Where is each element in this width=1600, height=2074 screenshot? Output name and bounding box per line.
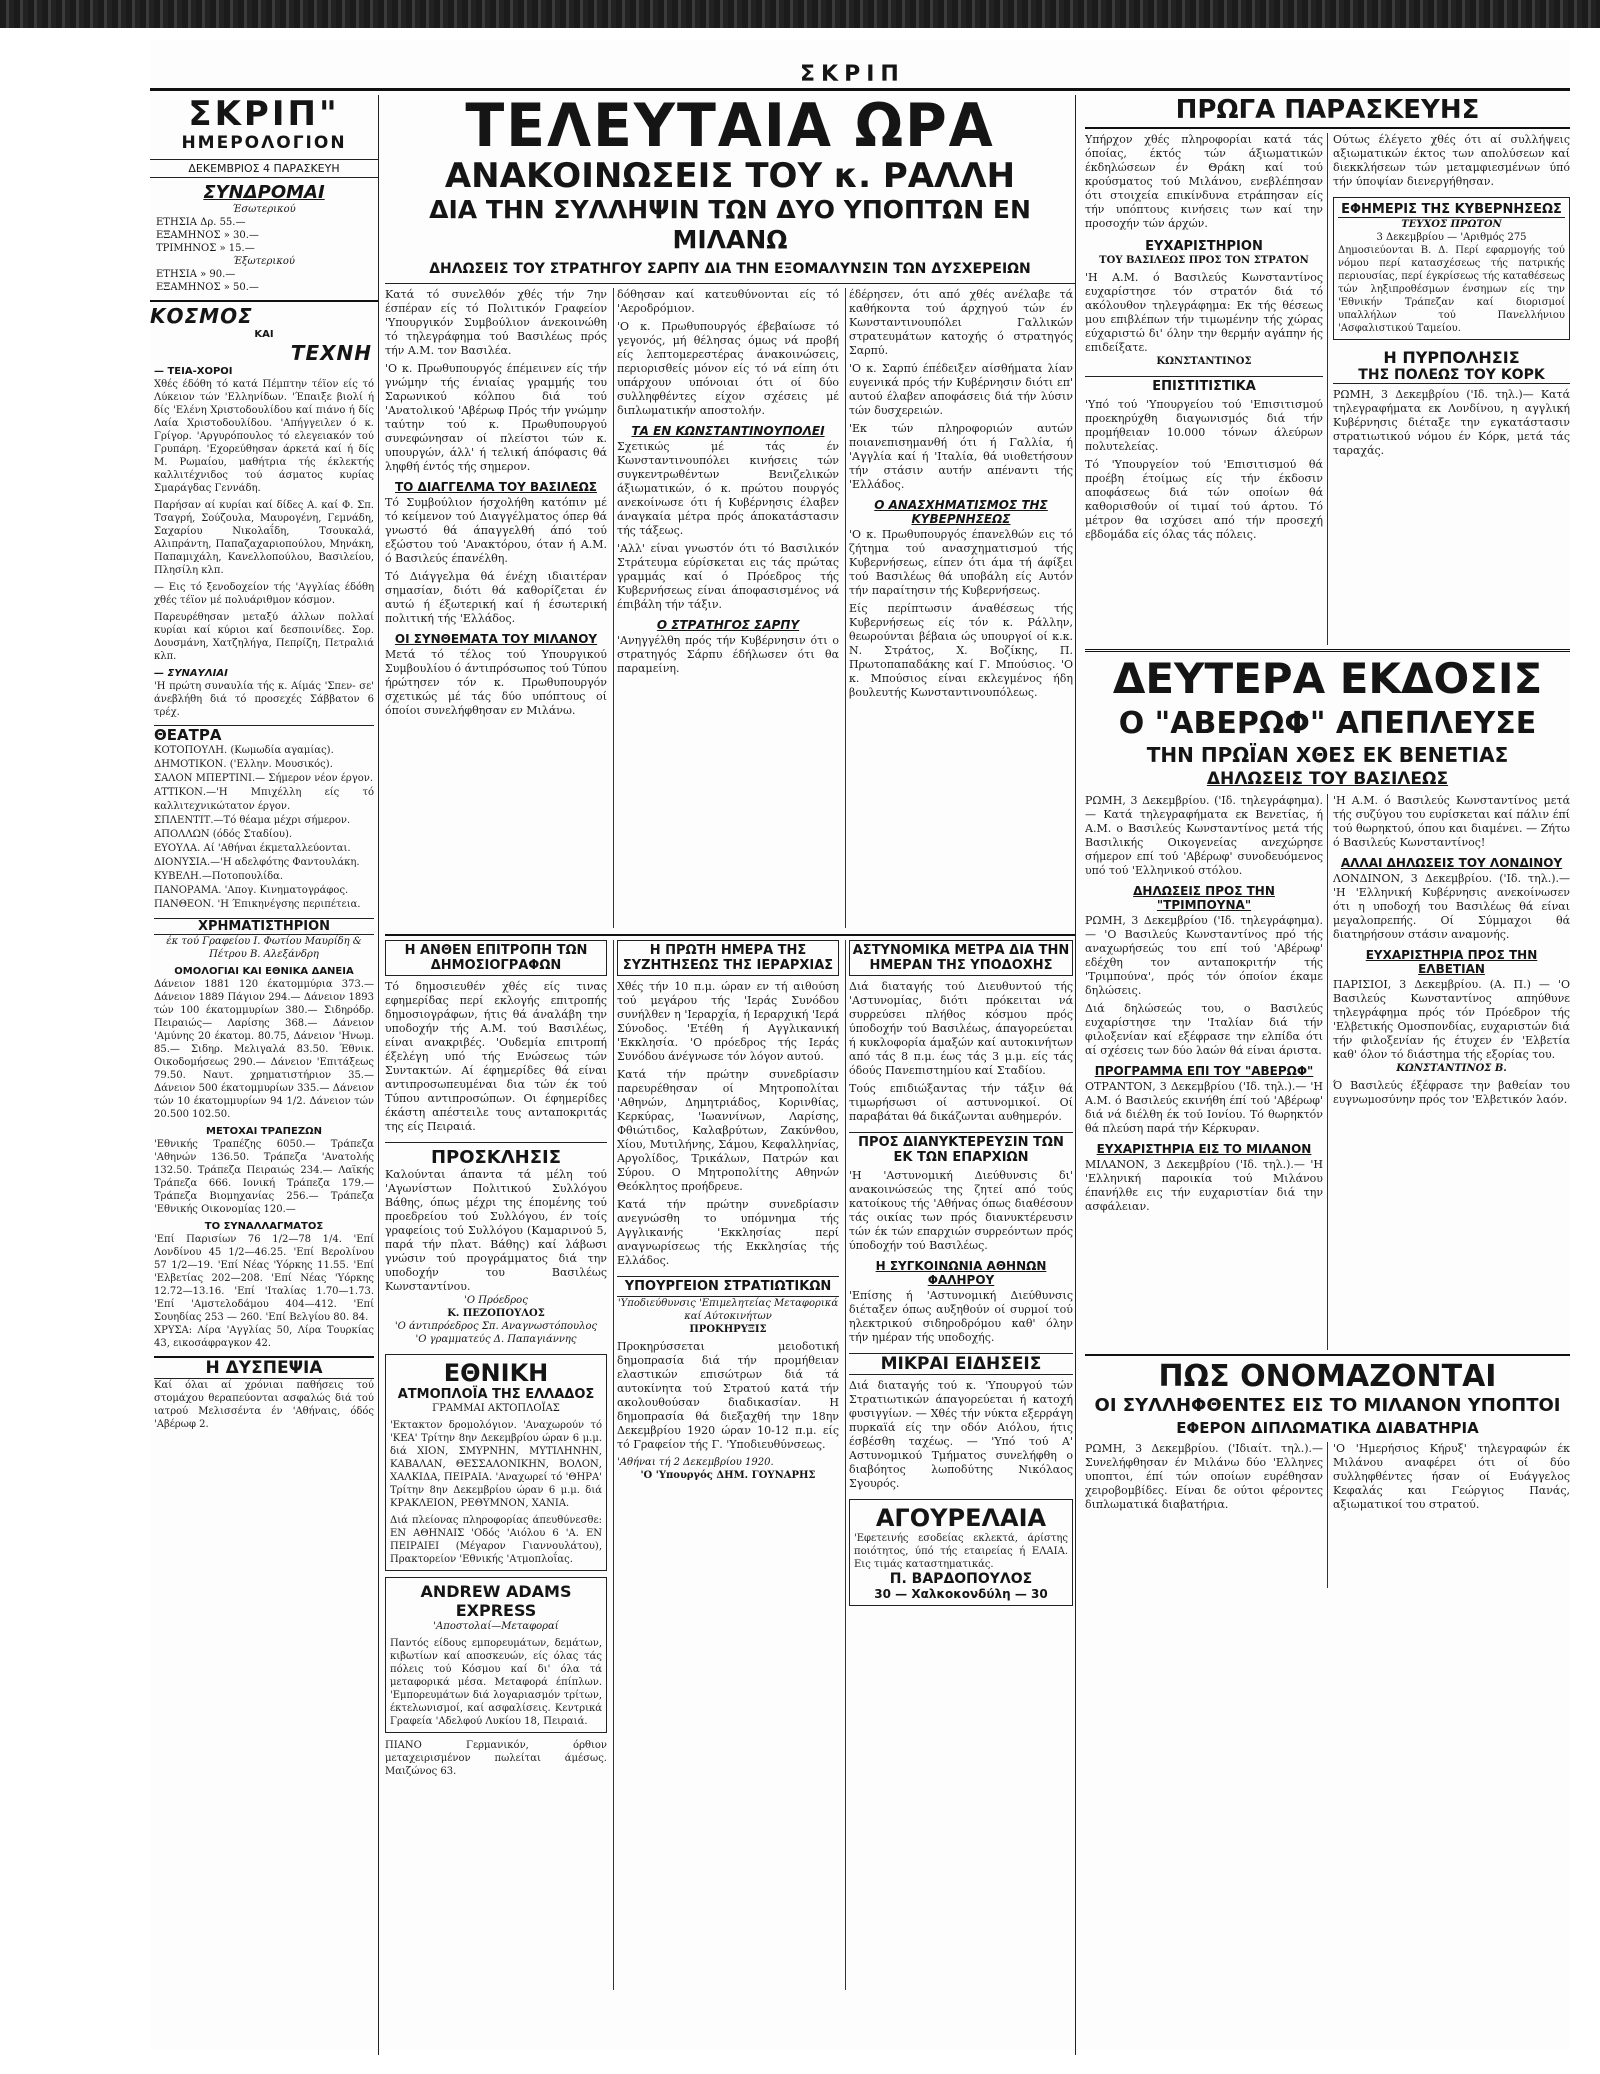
names-heading: ΠΩΣ ΟΝΟΜΑΖΟΝΤΑΙ [1158,1359,1497,1394]
theatra-item: ΠΑΝΘΕΟΝ. 'Η Έπικηνέγσης περιπέτεια. [154,899,361,910]
king-text-3: Διά δηλώσεώς του, ο Βασιλεύς ευχαρίστησε την 'Ιταλίαν διά τήν φιλοξενίαν καί εξέφρασε την ελπίδα ότι αί σχέσεις των δύο λαών θά είναι άριστα. [1085,1002,1323,1057]
right-p1b: Ούτως έλέγετο χθές ότι αί συλλήψεις αξιωματικών έκτος των απολύσεων καί διεκκλήσεων τών μεταμφιεσμένων ύπό τήν ύποψίαν διενεργήθησαν. [1333,133,1570,188]
newspaper-page [150,40,1570,2050]
fire-heading: Η ΠΥΡΠΟΛΗΣΙΣ [1383,348,1520,367]
article-p12: 'Ο κ. Σαρπύ έπέδειξεν αίσθήματα λίαν ευγενικά πρός τήν Κυβέρνησιν διότι επ' αυτού έλαβεν αποφάσεις διά τήν λύσιν τών δυσχερειών. [849,362,1073,417]
subs-row: ΕΤΗΣΙΑ » 90.— [156,269,236,280]
averof-sub-2: ΔΗΛΩΣΕΙΣ ΤΟΥ ΒΑΣΙΛΕΩΣ [1206,769,1449,789]
supply-text-2: Τό 'Υπουργείον τού 'Επισιτισμού θά προέβη έτοίμως είς τήν έκδοσιν αποφάσεως διά τών οποίων θά καθορισθούν οί τιμαί τού άρτου. Τό μέτρον θα ισχύσει από τήν προσεχή εβδομάδα είς όλας τάς πόλεις. [1085,458,1323,541]
theatra-item: ΔΙΟΝΥΣΙΑ.—'Η αδελφότης Φαντουλάκη. [154,857,360,868]
names-text-1: ΡΩΜΗ, 3 Δεκεμβρίου. ('Ιδιαίτ. τηλ.).— Συνελήφθησαν έν Μιλάνω δύο 'Ελληνες υποπτοι, έπί τών οποίων ευρέθησαν χειροβομβίδες. Είναι δε ούτοι φέροντες διπλωματικά διαβατήρια. [1085,1442,1328,1588]
king-text-9: Ό Βασιλεύς έξέφρασε την βαθείαν του ευγνωμοσύνην πρός τον 'Ελβετικόν λαόν. [1333,1079,1570,1106]
article-p10: 'Ανηγγέλθη πρός τήν Κυβέρνησιν ότι ο στρατηγός Σάρπυ έδήλωσεν ότι θα παραμείνη. [617,634,839,675]
thanks-sig: ΚΩΝΣΤΑΝΤΙΝΟΣ [1156,356,1252,367]
hierarchy-heading: Η ΠΡΩΤΗ ΗΜΕΡΑ ΤΗΣ ΣΥΖΗΤΗΣΕΩΣ ΤΗΣ ΙΕΡΑΡΧΙΑΣ [617,940,839,976]
right-col-a [1085,133,1328,645]
brief-news-text: Διά διαταγής τού κ. 'Υπουργού τών Στρατιωτικών άπαγορεύεται ή κατοχή φυσιγγίων. — Χθές τήν νύκτα εξερράγη πυρκαϊά είς την οδόν Αιόλου, ήτις έσβέσθη ταχέως. — 'Υπό τού Α' Αστυνομικού Τμήματος συνελήφθη ο διαβόητος λωποδύτης Νικόλαος Σγουρός. [849,1379,1073,1490]
theatra-item: ΑΤΤΙΚΟΝ.—'Η Μπιχέλλη είς τό καλλιτεχνικώτατον έργον. [154,787,374,812]
subscriptions-heading: ΣΥΝΔΡΟΜΑΙ [203,182,325,203]
adams-ad-text: Παντός είδους εμπορευμάτων, δεμάτων, κιβωτίων καί αποσκευών, είς όλας τάς πόλεις τού Κόσμου καί δι' όλα τά μεταφορικά μέσα. Μεταφορά έπίπλων. 'Εμπορευμάτων διά λογαριασμόν τρίτων, έκτελωνισμοί, καί ασφαλίσεις. Κεντρικά Γραφεία 'Αδελφού Λυκίου 18, Πειραιά. [390,1638,602,1727]
article-col-3 [849,288,1073,928]
olive-oil-ad-title: ΑΓΟΥΡΕΛΑΙΑ [875,1504,1047,1532]
fire-text: ΡΩΜΗ, 3 Δεκεμβρίου ('Ιδ. τηλ.)— Κατά τηλεγραφήματα εκ Λονδίνου, η αγγλική Κυβέρνησις διέταξε την εγκατάστασιν στρατιωτικού νόμου έν Κόρκ, μετά τάς ταραχάς. [1333,388,1570,457]
article-p8: Σχετικώς μέ τάς έν Κωνσταντινουπόλει κινήσεις τών συγκεντρωθέντων Βενιζελικών άξιωματικών, ό κ. πρώτου πουργός ανεκοίνωσε ότι ή Κυβέρνησις έλαβεν άναγκαία μέτρα πρός άποκατάστασιν τής τάξεως. [617,440,839,537]
lower-col-2 [617,940,846,1990]
ethniki-ad-sub: ΑΤΜΟΠΛΟΪΑ ΤΗΣ ΕΛΛΑΔΟΣ [397,1387,595,1402]
king-text-4: ΟΤΡΑΝΤΟΝ, 3 Δεκεμβρίου ('Ιδ. τηλ.).— 'Η Α.Μ. ό Βασιλεύς εκινήθη έπί τού 'Αβέρωφ' διά νά διέλθη έκ τού Ιονίου. Τό θωρηκτόν θά πλεύση παρά τήν Κέρκυραν. [1085,1080,1323,1135]
article-p1: Κατά τό συνελθόν χθές τήν 7ην έσπέραν είς τό Πολιτικόν Γραφείον 'Υπουργικόν Συμβούλιον άνεκοινώθη τό τηλεγράφημα τού Βασιλέως πρός τήν Α.Μ. τον Βασιλέα. [385,288,607,357]
hierarchy-text-3: Κατά τήν πρώτην συνεδρίασιν ανεγνώσθη το υπόμνημα τής Αγγλικανής 'Εκκλησίας περί αναγνωρίσεως τής Εκκλησίας τής Ελλάδος. [617,1198,839,1267]
program-heading: ΠΡΟΓΡΑΜΜΑ ΕΠΙ ΤΟΥ "ΑΒΕΡΩΦ" [1094,1064,1314,1078]
left-title: ΣΚΡΙΠ" [188,95,340,134]
lodging-text: 'Η 'Αστυνομική Διεύθυνσις δι' ανακοινώσεώς της ζητεί από τούς κατοίκους τής 'Αθήνας όπως διαθέσουν τάς οικίας των πρός διανυκτέρευσιν τών έκ τών επαρχιών συρρεόντων πρός ύποδοχήν τού Βασιλέως. [849,1169,1073,1252]
supply-heading: ΕΠΙΣΤΙΤΙΣΤΙΚΑ [1085,376,1323,394]
article-col-2 [617,288,846,928]
tsai-heading: — ΤΕΙΑ-ΧΟΡΟΙ [154,366,233,377]
metoxai-text: 'Εθνικής Τραπέζης 6050.— Τράπεζα 'Αθηνών 136.50. Τράπεζα 'Ανατολής 132.50. Τράπεζα Πειραιώς 234.— Λαϊκής Τράπεζα 666. Ιονική Τράπεζα 179.— Τράπεζα Βιομηχανίας 256.— Τράπεζα 'Εθνικής Οικονομίας 120.— [154,1139,374,1215]
lodging-heading: ΠΡΟΣ ΔΙΑΝΥΚΤΕΡΕΥΣΙΝ ΤΩΝ ΕΚ ΤΩΝ ΕΠΑΡΧΙΩΝ [849,1132,1073,1165]
invitation-sig-2: Κ. ΠΕΖΟΠΟΥΛΟΣ [447,1308,545,1319]
king-col-a [1085,794,1328,1350]
military-sig: 'Ο 'Υπουργός ΔΗΜ. ΓΟΥΝΑΡΗΣ [640,1470,816,1481]
lower-col-1 [385,940,614,1990]
tsai-text: Χθές έδόθη τό κατά Πέμπτην τέϊον είς τό Λύκειον τών 'Ελληνίδων. 'Έπαιξε βιολί ή δίς 'Ελένη Χριστοδουλίδου καί πιάνο ή δίς Λαία Χριστοδουλίδου. 'Απήγγειλεν ό κ. Γρίγορ. 'Αργυρόπουλος τό ελεγειακόν τού Γρυπάρη. 'Εχορεύθησαν άρκετά καί ή δίς Μ. Ρωμαίου, μαθήτρια τής έκλεκτής καλλιτέχνιδος τού άσματος κυρίας Σμαράγδας Γεννάδη. [154,379,374,494]
king-text-1: ΡΩΜΗ, 3 Δεκεμβρίου. ('Ιδ. τηλεγράφημα).— Κατά τηλεγραφήματα εκ Βενετίας, ή Α.Μ. ο Βασιλεύς Κωνσταντίνος μετά τής Βασιλικής Οικογενείας ανεχώρησε σήμερον επί τού 'Αβέρωφ' συνοδευόμενος υπό τού 'Ελληνικού στόλου. [1085,794,1323,877]
averof-heading: Ο "ΑΒΕΡΩΦ" ΑΠΕΠΛΕΥΣΕ [1118,706,1537,741]
military-text: Προκηρύσσεται μειοδοτική δημοπρασία διά τήν προμήθειαν ελαστικών επισώτρων διά τά αυτοκίνητα τού Στρατού κατά τήν ακολουθούσαν διαδικασίαν. Η δημοπρασία θά διεξαχθή την 18ην Δεκεμβρίου 1920 ώραν 10-12 π.μ. είς τό Γραφείον τής Γ. 'Υποδιευθύνσεως. [617,1340,839,1451]
article-p15: Είς περίπτωσιν άναθέσεως τής Κυβερνήσεως είς τόν κ. Ράλλην, θεωρούνται βέβαια ώς υπουργοί οί κ.κ. Ν. Στράτος, Χ. Βοζίκης, Π. Πρωτοπαπαδάκης καί Γ. Μπούσιος. 'Ο κ. Μπούσιος είναι εκλεγμένος ήδη βουλευτής Κωνσταντινουπόλεως. [849,602,1073,699]
synavliai-text: 'Η πρώτη συναυλία τής κ. Αίμάς 'Σπεν- σε' άνεβλήθη διά τό προσεχές Σάββατον 6 τρέχ. [154,681,374,718]
synallagma-text: 'Επί Παρισίων 76 1/2—78 1/4. 'Επί Λονδίνου 45 1/2—46.25. 'Επί Βερολίνου 57 1/2—19. 'Επί Νέας 'Υόρκης 11.55. 'Επί 'Ελβετίας 202—208. 'Επί Νέας 'Υόρκης 12.72—13.16. 'Επί 'Ιταλίας 1.70—1.73. 'Επί 'Αμστελοδάμου 404—412. 'Επί Σουηδίας 253 — 260. 'Επί Βελγίου 80. 84. [154,1234,374,1323]
invitation-heading: ΠΡΟΣΚΛΗΣΙΣ [385,1142,607,1168]
olive-oil-ad-sig: Π. ΒΑΡΔΟΠΟΥΛΟΣ [889,1571,1033,1587]
adams-ad-sub: 'Αποστολαί—Μεταφοραί [433,1621,559,1632]
committee-heading: Η ΑΝΘΕΝ ΕΠΙΤΡΟΠΗ ΤΩΝ ΔΗΜΟΣΙΟΓΡΑΦΩΝ [385,940,607,976]
masthead-title: ΣΚΡΙΠ [790,62,915,87]
theatra-list [154,744,374,912]
adams-ad-title: ANDREW ADAMS EXPRESS [420,1582,572,1620]
gazette-sub: ΤΕΥΧΟΣ ΠΡΩΤΟΝ [1401,219,1502,230]
names-sub: ΟΙ ΣΥΛΛΗΦΘΕΝΤΕΣ ΕΙΣ ΤΟ ΜΙΛΑΝΟΝ ΥΠΟΠΤΟΙ [1094,1395,1561,1416]
police-heading: ΑΣΤΥΝΟΜΙΚΑ ΜΕΤΡΑ ΔΙΑ ΤΗΝ ΗΜΕΡΑΝ ΤΗΣ ΥΠΟΔΟΧΗΣ [849,940,1073,976]
headline-3: ΔΗΛΩΣΕΙΣ ΤΟΥ ΣΤΡΑΤΗΓΟΥ ΣΑΡΠΥ ΔΙΑ ΤΗΝ ΕΞΟΜΑΛΥΝΣΙΝ ΤΩΝ ΔΥΣΧΕΡΕΙΩΝ [429,261,1031,277]
masthead-rule [150,62,1570,91]
article-subhead-5: Ο ΑΝΑΣΧΗΜΑΤΙΣΜΟΣ ΤΗΣ ΚΥΒΕΡΝΗΣΕΩΣ [874,498,1048,526]
king-text-8: ΠΑΡΙΣΙΟΙ, 3 Δεκεμβρίου. (Α. Π.) — 'Ο Βασιλεύς Κωνσταντίνος απηύθυνε τηλεγράφημα πρός τόν Πρόεδρον τής 'Ελβετικής Ομοσπονδίας, ευχαριστών διά τήν φιλοξενίαν ής έτυχεν έν 'Ελβετία καθ' όλον τό διάστημα τής εξορίας του. [1333,978,1570,1061]
tsai-text-2: Παρήσαν αί κυρίαι καί δίδες Α. καί Φ. Σπ. Τσαγρή, Σούζουλα, Μαυρογένη, Γεμνάδη, Σαχαρίου Νικολαΐδη, Τσουκαλά, Αλιπράντη, Παπαζαχαριοπούλου, Μηνάκη, Παπαμιχάλη, Κανελλοπούλου, Βασιλείου, Πλησίλη κλπ. [154,500,374,576]
tsai-text-4: Παρευρέθησαν μεταξύ άλλων πολλαί κυρίαι καί κύριοι καί δεσποινίδες. Σορ. Δουσμάνη, Χατζηλήγα, Πεπρίζη, Πετραλιά κλπ. [154,612,374,662]
article-p14: 'Ο κ. Πρωθυπουργός έπανελθών εις τό ζήτημα τού ανασχηματισμού τής Κυβερνήσεως, είπεν ότι άμα τή άφίξει τού Βασιλέως θά υποβάλη είς Αυτόν τήν παραίτησιν τής Κυβερνήσεως. [849,528,1073,597]
hierarchy-text: Χθές τήν 10 π.μ. ώραν εν τή αιθούση τού μεγάρου τής 'Ιεράς Συνόδου συνήλθεν η 'Ιεραρχία, ή Ιεραρχική 'Ιερά Σύνοδος. 'Ετέθη ή Αγγλικανική 'Εκκλησία. 'Ο πρόεδρος τής Ιεράς Συνόδου άνέγνωσε τόν λόγον αυτού. [617,980,839,1063]
subs-domestic: Έσωτερικού [232,204,296,215]
headline-1: ΑΝΑΚΟΙΝΩΣΕΙΣ ΤΟΥ κ. ΡΑΛΛΗ [444,156,1016,196]
tribuna-heading: ΔΗΛΩΣΕΙΣ ΠΡΟΣ ΤΗΝ "ΤΡΙΜΠΟΥΝΑ" [1133,884,1275,912]
ethniki-ad-title: ΕΘΝΙΚΗ [443,1359,549,1387]
xrimatist-sub: έκ τού Γραφείου Ι. Φωτίου Μαυρίδη & Πέτρου Β. Αλεξάνδρη [166,936,362,960]
article-p2: 'Ο κ. Πρωθυπουργός έπέμεινεν είς τήν γνώμην τής ένιαίας γραμμής του Σαρωνικού κόλπου διά τού 'Ανατολικού 'Αβέρωφ Πρός τήν γνώμην ταύτην τού κ. Πρωθυπουργού συνεφώνησαν οί πλείστοι τών κ. υπουργών, άλλ' ή τελική άπόφασις θά ληφθή έντός τής σημερον. [385,362,607,473]
article-p7: 'Ο κ. Πρωθυπουργός έβεβαίωσε τό γεγονός, μή θέλησας όμως νά προβή είς λεπτομερεστέρας άνακοινώσεις, περιορισθείς μόνον είς τό νά είπη ότι υπάρχουν υπόνοιαι ότι οί δύο συλληφθέντες είχον σχέσεις μέ διπλωματικήν αποστολήν. [617,320,839,417]
subs-rows [150,216,378,294]
fire-sub: ΤΗΣ ΠΟΛΕΩΣ ΤΟΥ ΚΟΡΚ [1333,367,1570,384]
banner-title: ΤΕΛΕΥΤΑΙΑ ΩΡΑ [465,95,995,161]
military-sub-2: ΠΡΟΚΗΡΥΞΙΣ [689,1324,767,1335]
theatra-item: ΕΥΟΥΛΑ. Αί 'Αθήναι έκμεταλλεύονται. [154,843,351,854]
left-date: ΔΕΚΕΜΒΡΙΟΣ 4 ΠΑΡΑΣΚΕΥΗ [150,159,378,178]
theatra-item: ΚΟΤΟΠΟΥΛΗ. (Κωμωδία αγαμίας). [154,745,334,756]
king-text-6: 'Η Α.Μ. ό Βασιλεύς Κωνσταντίνος μετά τής συζύγου του ευρίσκεται καί πάλιν έπί τού θωρηκτού, όπου και διαμένει. — Ζήτω ό Βασιλεύς Κωνσταντίνος! [1333,794,1570,849]
invitation-sig-4: 'Ο γραμματεύς Δ. Παπαγιάννης [415,1334,577,1345]
gazette-text: Δημοσιεύονται Β. Δ. Περί εφαρμογής τού νόμου περί κατασχέσεως τής πατρικής περιουσίας, περί έγκρίσεως τής καταθέσεως τών ληξιπροθέσμων ένσημων είς την 'Εθνικήν Τράπεζαν καί διορισμοί υπαλλήλων τού Πανελλήνιου 'Ασφαλιστικού Ταμείου. [1338,245,1565,334]
theatra-item: ΣΠΛΕΝΤΙΤ.—Τό θέαμα μέχρι σήμερον. [154,815,351,826]
names-sub-2: ΕΦΕΡΟΝ ΔΙΠΛΩΜΑΤΙΚΑ ΔΙΑΒΑΤΗΡΙΑ [1176,1419,1479,1437]
supply-text: 'Υπό τού 'Υπουργείου τού 'Επισιτισμού προεκηρύχθη διαγωνισμός διά τήν προμήθειαν 10.000 τόνων άλεύρων πολυτελείας. [1085,398,1323,453]
king-text-7: ΛΟΝΔΙΝΟΝ, 3 Δεκεμβρίου. ('Ιδ. τηλ.).— 'Η 'Ελληνική Κυβέρνησις ανεκοίνωσεν ότι η υποδοχή του Βασιλέως θά είναι μεγαλοπρεπής. Οί Σύμμαχοι θά διατηρήσουν στάσιν αναμονής. [1333,872,1570,941]
omologiai-heading: ΟΜΟΛΟΓΙΑΙ ΚΑΙ ΕΘΝΙΚΑ ΔΑΝΕΙΑ [174,966,354,977]
ethniki-ad-text: 'Εκτακτον δρομολόγιον. 'Αναχωρούν τό 'ΚΕΑ' Τρίτην 8ην Δεκεμβρίου ώραν 6 μ.μ. διά ΧΙΟΝ, ΣΜΥΡΝΗΝ, ΜΥΤΙΛΗΝΗΝ, ΚΑΒΑΛΑΝ, ΘΕΣΣΑΛΟΝΙΚΗΝ, ΒΟΛΟΝ, ΧΑΛΚΙΔΑ, ΠΕΙΡΑΙΑ. 'Αναχωρεί τό 'ΘΗΡΑ' Τρίτην 8ην Δεκεμβρίου ώραν 6 μ.μ. διά ΚΡΑΚΛΕΙΟΝ, ΡΕΘΥΜΝΟΝ, ΧΑΝΙΑ. [390,1420,602,1509]
hierarchy-text-2: Κατά τήν πρώτην συνεδρίασιν παρευρέθησαν οί Μητροπολίται 'Αθηνών, Δημητριάδος, Κορινθίας, Κερκύρας, 'Ιωαννίνων, Λαρίσης, Φθιώτιδος, Καλαβρύτων, Ζακύνθου, Χίου, Μυτιλήνης, Σάμου, Κεφαλληνίας, Αργολίδος, Τρικάλων, Πατρών και Σύρου. Ο Μητροπολίτης Αθηνών Θεόκλητος προήδρευε. [617,1068,839,1193]
ethniki-ad-sub2: ΓΡΑΜΜΑΙ ΑΚΤΟΠΛΟΪΑΣ [432,1403,560,1414]
omologiai-text: Δάνειον 1881 120 έκατομμύρια 373.— Δάνειον 1889 Πάγιον 294.— Δάνειον 1893 τών 100 έκατομμυρίων 380.— Σιδηρόδρ. Πειραιώς— Λαρίσης 368.— Δάνειον 'Αμύνης 20 έκατομ. 80.75, Δάνειον 'Ηνωμ. 85.— Σιδηρ. Μελιγαλά 83.50. Έθνικ. Οικοδομήσεως 290.— Δάνειον 'Επιτάξεως 79.50. Ναυτ. χρηματιστήριον 35.— Δάνειον 500 έκατομμυρίων 335.— Δάνειον τών 10 έκατομμυρίων 94 1/2. Δάνειον τών 20.500 102.50. [154,979,374,1120]
gazette-date: 3 Δεκεμβρίου — 'Αριθμός 275 [1376,232,1527,243]
piano-ad: ΠΙΑΝΟ Γερμανικόν, όρθιον μεταχειρισμένον πωλείται άμέσως. Μαιζώνος 63. [385,1740,607,1777]
article-p3: Τό Συμβούλιον ήσχολήθη κατόπιν μέ τό κείμενον τού Διαγγέλματος όπερ θά γνωστό θά άπαγγελθή άπό τού εξώστου τού 'Ανακτόρου, όταν ή Α.Μ. ό Βασιλεύς έπανέλθη. [385,496,607,565]
article-p6: δόθησαν καί κατευθύνονται είς τό 'Αεροδρόμιον. [617,288,839,315]
subs-foreign: Έξωτερικού [232,256,296,267]
xrimatist-heading: ΧΡΗΜΑΤΙΣΤΗΡΙΟΝ [154,918,374,935]
invitation-sig-1: 'Ο Πρόεδρος [464,1295,528,1306]
article-subhead: ΤΟ ΔΙΑΓΓΕΛΜΑ ΤΟΥ ΒΑΣΙΛΕΩΣ [394,480,598,494]
committee-text: Τό δημοσιευθέν χθές είς τινας εφημερίδας περί εκλογής επιτροπής δημοσιογράφων, ήτις θά άναλάβη την υποδοχήν τής Α.Μ. τού Βασιλέως, είναι ανακριβές. 'Ουδεμία επιτροπή έξελέγη υπό τής Ενώσεως τών Συντακτών. Αί έφημερίδες θά είναι αντιπροσωπευμέναι δια τών έκ τού Τύπου αντιπροσώπων. Οι έφημερίδες έκάστη απέστειλε τους ανταποκριτάς της είς Πειραιά. [385,980,607,1133]
theatra-item: ΑΠΟΛΛΩΝ (όδός Σταδίου). [154,829,293,840]
kai-word: ΚΑΙ [254,329,274,340]
subs-row: ΕΤΗΣΙΑ Δρ. 55.— [156,217,246,228]
kosmos-heading: ΚΟΣΜΟΣ [150,304,253,328]
left-column [150,95,379,2055]
london-heading: ΑΛΛΑΙ ΔΗΛΩΣΕΙΣ ΤΟΥ ΛΟΝΔΙΝΟΥ [1340,856,1563,870]
subs-row: ΕΞΑΜΗΝΟΣ » 50.— [156,282,259,293]
article-p9: 'Αλλ' είναι γνωστόν ότι τό Βασιλικόν Στράτευμα εύρίσκεται εις τάς πρώτας γραμμάς καί ό Πρόεδρος τής Κυβερνήσεως είναι άποφασισμένος νά έπιβάλη τήν τάξιν. [617,542,839,611]
milan-thanks-heading: ΕΥΧΑΡΙΣΤΗΡΙΑ ΕΙΣ ΤΟ ΜΙΛΑΝΟΝ [1096,1142,1312,1156]
right-p1: Υπήρχον χθές πληροφορίαι κατά τάς όποίας, έκτός τών άξιωματικών έκδηλώσεων έν Θράκη καί τού κρούσματος τού Μιλάνου, ενεβλέπησαν ότι στοιχεία επικίνδυνα ετράπησαν είς τήν υπόπτους κινήσεις των καί την προσοχήν τών άρχών. [1085,133,1323,230]
theatra-item: ΔΗΜΟΤΙΚΟΝ. ('Ελλην. Μουσικός). [154,759,333,770]
king-text-2: ΡΩΜΗ, 3 Δεκεμβρίου ('Ιδ. τηλεγράφημα).— 'Ο Βασιλεύς Κωνσταντίνος πρό τής αναχωρήσεώς του επί τού 'Αβέρωφ' εδέχθη τον ανταποκριτήν τής 'Τριμπούνα', πρός τόν όποίον έκαμε δηλώσεις. [1085,914,1323,997]
names-text-2: 'Ο 'Ημερήσιος Κήρυξ' τηλεγραφών έκ Μιλάνου αναφέρει ότι οί δύο συλληφθέντες ήσαν οί Ευάγγελος Κεφαλάς και Γεώργιος Πανάς, αξιωματικοί του στρατού. [1333,1442,1570,1511]
theatra-item: ΣΑΛΟΝ ΜΠΕΡΤΙΝΙ.— Σήμερον νέον έργον. [154,773,374,784]
military-sub: 'Υποδιεύθυνσις 'Επιμελητείας Μεταφορικά καί Αύτοκινήτων [617,1298,839,1322]
synavliai-heading: — ΣΥΝΑΥΛΙΑΙ [154,668,228,679]
center-column [385,95,1076,2055]
invitation-sig-3: 'Ο άντιπρόεδρος Σπ. Αναγνωστόπουλος [394,1321,598,1332]
brief-news-heading: ΜΙΚΡΑΙ ΕΙΔΗΣΕΙΣ [849,1353,1073,1375]
headline-2: ΔΙΑ ΤΗΝ ΣΥΛΛΗΨΙΝ ΤΩΝ ΔΥΟ ΥΠΟΠΤΩΝ ΕΝ ΜΙΛΑΝΩ [429,195,1031,254]
king-signature: ΚΩΝΣΤΑΝΤΙΝΟΣ Β. [1396,1063,1507,1074]
theatra-item: ΠΑΝΟΡΑΜΑ. 'Απογ. Κινηματογράφος. [154,885,349,896]
gazette-heading: ΕΦΗΜΕΡΙΣ ΤΗΣ ΚΥΒΕΡΝΗΣΕΩΣ [1338,202,1565,218]
lower-col-3 [849,940,1073,1990]
metoxai-heading: ΜΕΤΟΧΑΙ ΤΡΑΠΕΖΩΝ [206,1126,322,1137]
police-text-2: Τούς επιδιώξαντας τήν τάξιν θά τιμωρήσωσι οί αστυνομικοί. Οί παραβάται θά δικάζωνται αυθημερόν. [849,1082,1073,1123]
article-p11: έδέρησεν, ότι από χθές ανέλαβε τά καθήκοντα τού άρχηγού τών έν Κωνσταντινουπόλει Γαλλικών στρατευμάτων κατοχής ό στρατηγός Σαρπύ. [849,288,1073,357]
thanks-text: 'Η Α.Μ. ό Βασιλεύς Κωνσταντίνος ευχαρίστησε τόν στρατόν διά τό ακόλουθον τηλεγράφημα: Εκ τής θέσεως μου επιβλέπων τήν τιμωμένην τής χώρας εύχαριστώ δι' όλην την θερμήν αγάπην ής επιδείξατε. [1085,271,1323,354]
averof-sub: ΤΗΝ ΠΡΩΪΑΝ ΧΘΕΣ ΕΚ ΒΕΝΕΤΙΑΣ [1146,743,1509,767]
article-p5: Μετά τό τέλος τού Υπουργικού Συμβουλίου ό άντιπρόσωπος τού Τύπου ήρώτησεν τόν κ. Πρωθυπουργόν σχετικώς μέ τάς δύο υπόπτους οί όποίοι συνελήφθησαν εν Μιλάνω. [385,648,607,717]
swiss-heading: ΕΥΧΑΡΙΣΤΗΡΙΑ ΠΡΟΣ ΤΗΝ ΕΛΒΕΤΙΑΝ [1365,948,1538,976]
article-subhead-2: ΟΙ ΣΥΝΘΕΜΑΤΑ ΤΟΥ ΜΙΛΑΝΟΥ [394,632,598,646]
synallagma-heading: ΤΟ ΣΥΝΑΛΛΑΓΜΑΤΟΣ [204,1221,324,1232]
article-col-1 [385,288,614,928]
theatra-heading: ΘΕΑΤΡΑ [154,725,374,744]
ethniki-ad-text-2: Διά πλείονας πληροφορίας άπευθύνεσθε: ΕΝ ΑΘΗΝΑΙΣ 'Οδός 'Αιόλου 6 'Α. ΕΝ ΠΕΙΡΑΙΕΙ (Μέγαρον Γιαννουλάτου), Πρακτορείον 'Εθνικής 'Ατμοπλοΐας. [390,1515,602,1565]
article-p4: Τό Διάγγελμα θά ένέχη ιδιαιτέραν σημασίαν, διότι θά καθορίζεται έν αυτώ ή έξωτερική καί ή έσωτερική πολιτική τής 'Ελλάδος. [385,570,607,625]
article-subhead-3: ΤΑ ΕΝ ΚΩΝΣΤΑΝΤΙΝΟΥΠΟΛΕΙ [631,424,825,438]
right-col-b [1333,133,1570,645]
invitation-text: Καλούνται άπαντα τά μέλη τού 'Αγωνίστων Πολιτικού Συλλόγου Βάθης, όπως μέχρι της έπομένης τού προεδρείου τού Συλλόγου, έν τοίς γραφείοις τού Συλλόγου (Καμαρινού 5, παρά τήν πλατ. Βάθης) καί λάβωσι γνώσιν τού προγράμματος διά την υποδοχήν του Βασιλέως Κωνσταντίνου. [385,1168,607,1293]
dyspepsia-text: Καί όλαι αί χρόνιαι παθήσεις τού στομάχου θεραπεύονται ασφαλώς διά τού ιατρού Μελισσέντα έν 'Αθήναις, όδός 'Αβέρωφ 2. [154,1380,374,1430]
king-col-b [1333,794,1570,1350]
right-column [1085,95,1570,2055]
article-subhead-4: Ο ΣΤΡΑΤΗΓΟΣ ΣΑΡΠΥ [656,618,800,632]
chrysa-text: ΧΡΥΣΑ: Λίρα 'Αγγλίας 50, Λίρα Τουρκίας 43, εικοσάφραγκον 42. [154,1325,374,1349]
left-subtitle: ΗΜΕΡΟΛΟΓΙΟΝ [181,133,347,153]
military-date: 'Αθήναι τή 2 Δεκεμβρίου 1920. [617,1457,774,1468]
tsai-text-3: — Εις τό ξενοδοχείον τής 'Αγγλίας έδόθη χθές τέϊον μέ πολυάριθμον κόσμον. [154,582,374,606]
thanks-sub: ΤΟΥ ΒΑΣΙΛΕΩΣ ΠΡΟΣ ΤΟΝ ΣΤΡΑΤΟΝ [1099,255,1309,266]
second-edition-heading: ΔΕΥΤΕΡΑ ΕΚΔΟΣΙΣ [1112,654,1543,703]
olive-oil-ad-addr: 30 — Χαλκοκονδύλη — 30 [874,1587,1048,1601]
dyspepsia-heading: Η ΔΥΣΠΕΨΙΑ [154,1356,374,1379]
theatra-item: ΚΥΒΕΛΗ.—Ποτοπουλίδα. [154,871,284,882]
techni-heading: ΤΕΧΝΗ [290,341,372,365]
transport-heading: Η ΣΥΓΚΟΙΝΩΝΙΑ ΑΘΗΝΩΝ ΦΑΛΗΡΟΥ [875,1259,1047,1287]
thanks-heading: ΕΥΧΑΡΙΣΤΗΡΙΟΝ [1145,239,1263,254]
olive-oil-ad-text: 'Εφετεινής εσοδείας εκλεκτά, άρίστης ποιότητος, ύπό τής εταιρείας ή ΕΛΑΙΑ. Εις τιμάς καταστηματικάς. [854,1533,1068,1570]
police-text: Διά διαταγής τού Διευθυντού τής 'Αστυνομίας, διότι πρόκειται νά συρρεύσει πλήθος κόσμου πρός ύποδοχήν τού Βασιλέως, άπαγορεύεται ή κυκλοφορία άμαξών καί αυτοκινήτων από τάς 8 π.μ. έως τάς 3 μ.μ. είς τάς όδούς Πανεπιστημίου καί Σταδίου. [849,980,1073,1077]
right-headline: ΠΡΩΓΑ ΠΑΡΑΣΚΕΥΗΣ [1085,95,1570,129]
article-p13: 'Εκ τών πληροφοριών αυτών ποιανεπισημανθή ότι ή Γαλλία, ή 'Αγγλία καί ή 'Ιταλία, θά υιοθετήσουν τήν στάσιν αυτήν απέναντι τής 'Ελλάδος. [849,422,1073,491]
scan-top-band [0,0,1600,28]
king-text-5: ΜΙΛΑΝΟΝ, 3 Δεκεμβρίου ('Ιδ. τηλ.).— 'Η 'Ελληνική παροικία τού Μιλάνου έπανήλθε εις τήν ευχαριστίαν διά την ασφάλειαν. [1085,1158,1323,1213]
military-heading: ΥΠΟΥΡΓΕΙΟΝ ΣΤΡΑΤΙΩΤΙΚΩΝ [617,1276,839,1297]
subs-row: ΕΞΑΜΗΝΟΣ » 30.— [156,230,259,241]
transport-text: 'Επίσης ή 'Αστυνομική Διεύθυνσις διέταξεν όπως αυξηθούν οί συρμοί τού ηλεκτρικού σιδηροδρόμου καθ' όλην τήν ημέραν τής υποδοχής. [849,1289,1073,1344]
subs-row: ΤΡΙΜΗΝΟΣ » 15.— [156,243,255,254]
